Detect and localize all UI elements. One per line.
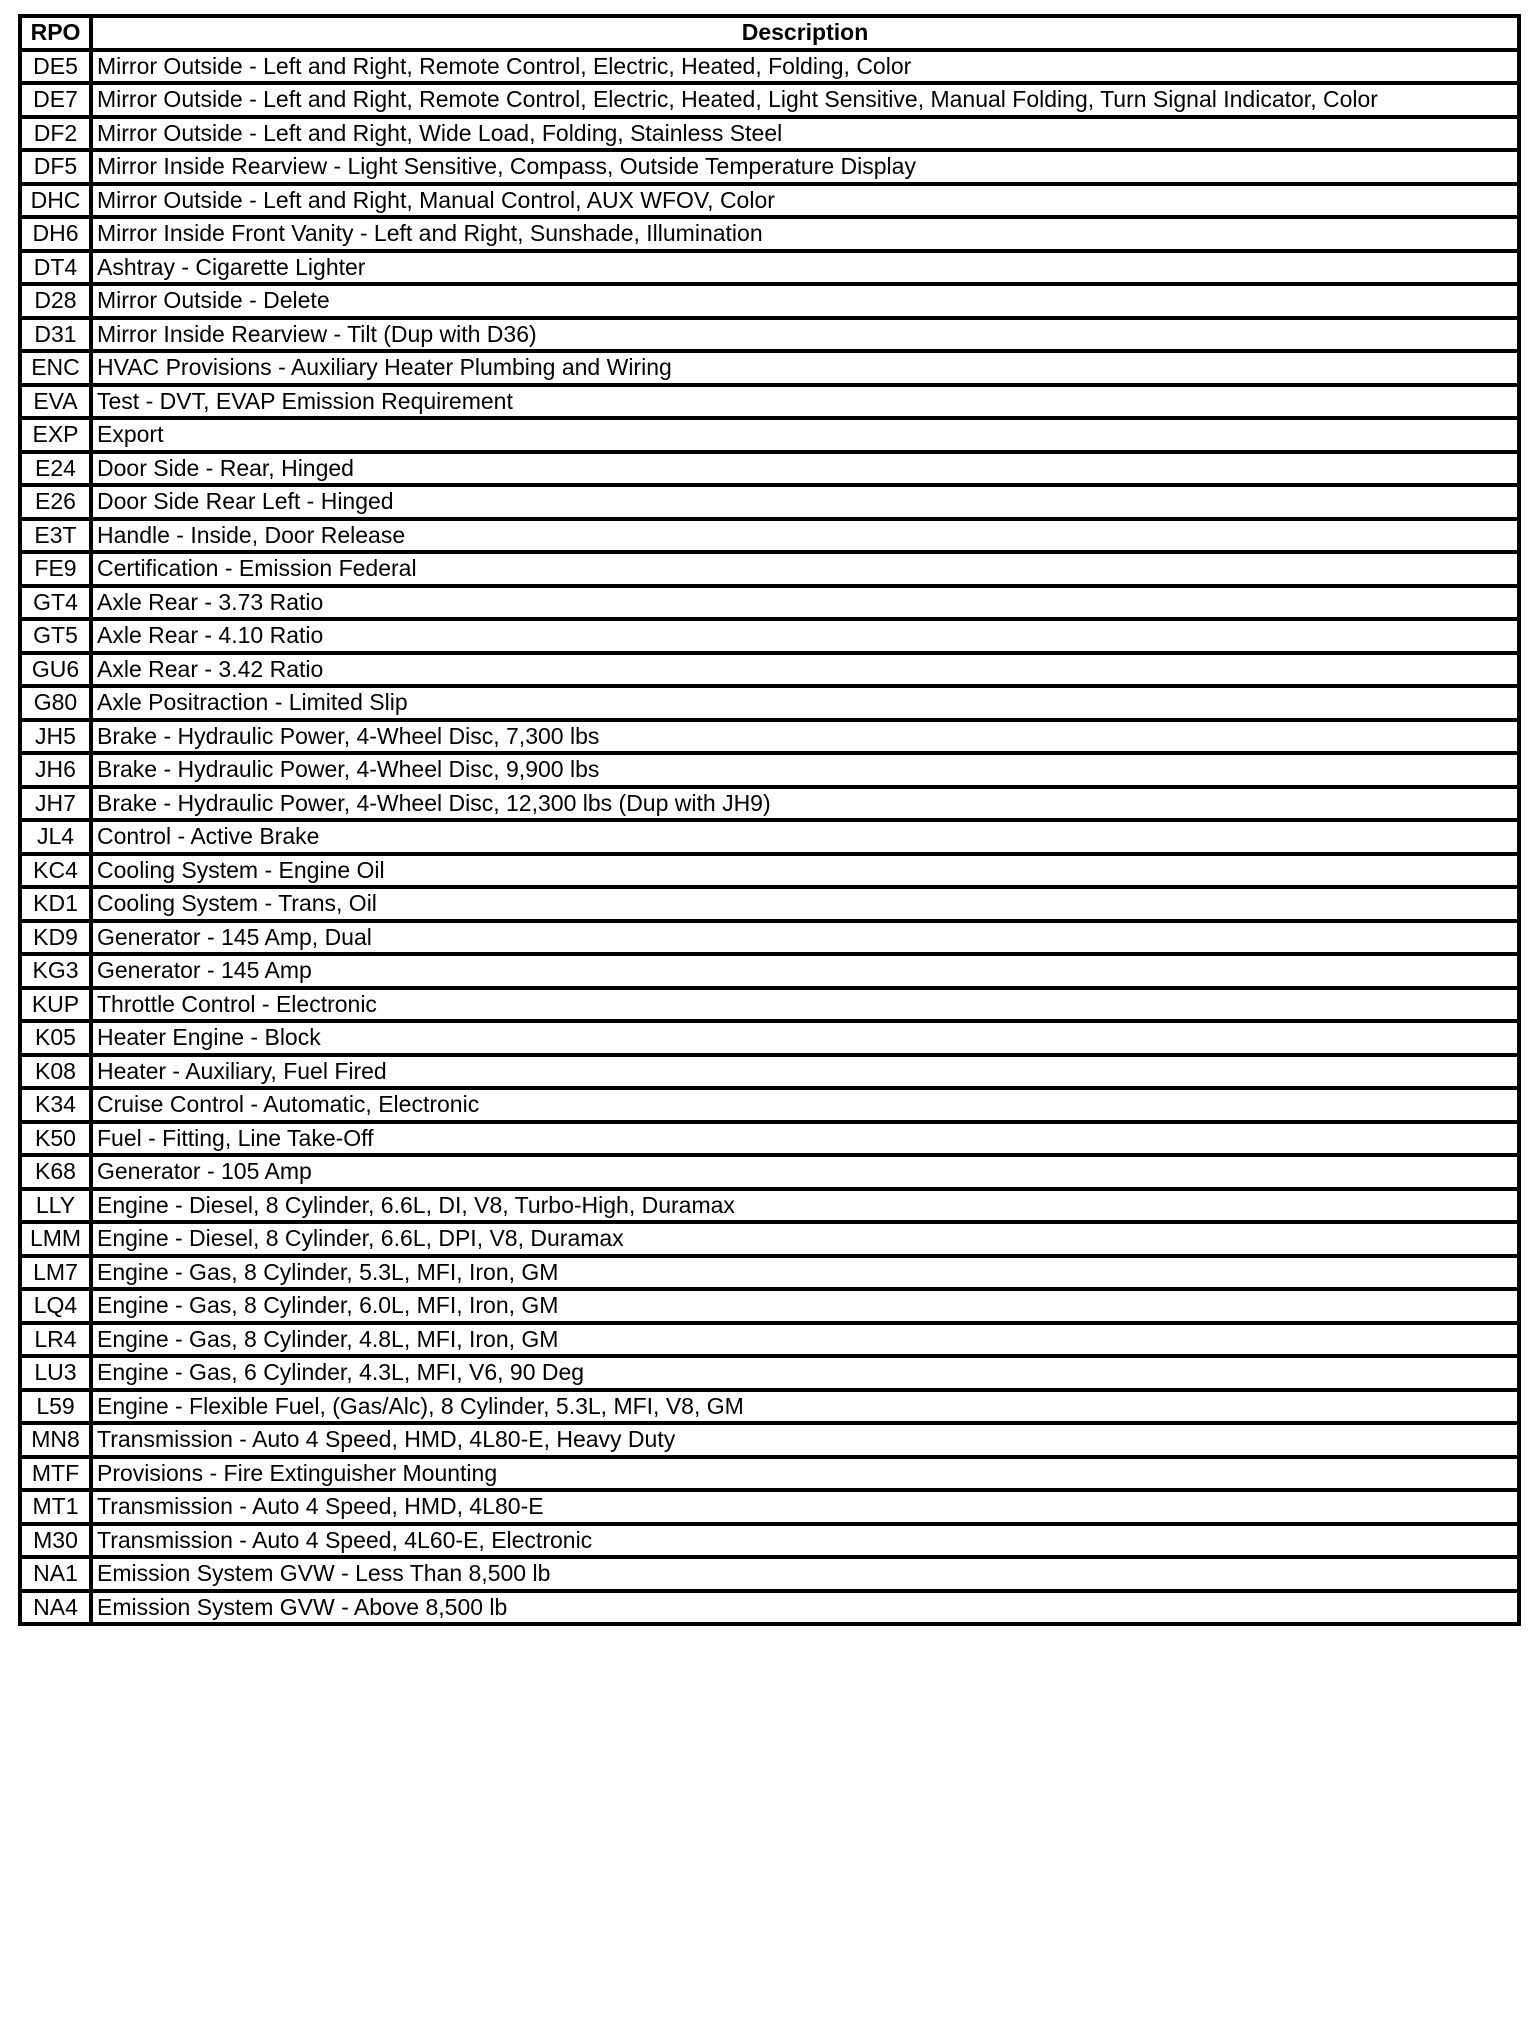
table-row — [20, 653, 1519, 687]
description-cell: Engine - Diesel, 8 Cylinder, 6.6L, DI, V8, Turbo-High, Duramax — [91, 1189, 1519, 1223]
table-row — [20, 50, 1519, 84]
rpo-code-cell: JL4 — [20, 820, 91, 854]
description-cell: Engine - Flexible Fuel, (Gas/Alc), 8 Cylinder, 5.3L, MFI, V8, GM — [91, 1390, 1519, 1424]
description-cell: Engine - Diesel, 8 Cylinder, 6.6L, DPI, V8, Duramax — [91, 1222, 1519, 1256]
description-cell: Heater Engine - Block — [91, 1021, 1519, 1055]
description-cell: Handle - Inside, Door Release — [91, 519, 1519, 553]
description-cell: Fuel - Fitting, Line Take-Off — [91, 1122, 1519, 1156]
rpo-code-cell: E24 — [20, 452, 91, 486]
table-row — [20, 1222, 1519, 1256]
rpo-code-cell: L59 — [20, 1390, 91, 1424]
description-cell: Mirror Outside - Left and Right, Wide Load, Folding, Stainless Steel — [91, 117, 1519, 151]
table-row — [20, 117, 1519, 151]
description-cell: Mirror Inside Rearview - Tilt (Dup with D36) — [91, 318, 1519, 352]
table-row — [20, 854, 1519, 888]
table-row — [20, 820, 1519, 854]
table-row — [20, 1256, 1519, 1290]
table-row — [20, 1524, 1519, 1558]
description-cell: Door Side Rear Left - Hinged — [91, 485, 1519, 519]
table-row — [20, 619, 1519, 653]
rpo-code-cell: EVA — [20, 385, 91, 419]
table-row — [20, 83, 1519, 117]
description-cell: Engine - Gas, 8 Cylinder, 6.0L, MFI, Iron, GM — [91, 1289, 1519, 1323]
rpo-code-cell: KD1 — [20, 887, 91, 921]
rpo-code-cell: FE9 — [20, 552, 91, 586]
table-row — [20, 418, 1519, 452]
rpo-code-cell: G80 — [20, 686, 91, 720]
description-cell: Axle Rear - 4.10 Ratio — [91, 619, 1519, 653]
rpo-code-cell: JH5 — [20, 720, 91, 754]
table-row — [20, 452, 1519, 486]
rpo-code-cell: KC4 — [20, 854, 91, 888]
table-row — [20, 1457, 1519, 1491]
table-row — [20, 1490, 1519, 1524]
rpo-code-cell: K68 — [20, 1155, 91, 1189]
description-cell: Engine - Gas, 8 Cylinder, 4.8L, MFI, Iron, GM — [91, 1323, 1519, 1357]
description-cell: Door Side - Rear, Hinged — [91, 452, 1519, 486]
description-cell: Provisions - Fire Extinguisher Mounting — [91, 1457, 1519, 1491]
table-row — [20, 318, 1519, 352]
table-row — [20, 1021, 1519, 1055]
description-cell: Generator - 105 Amp — [91, 1155, 1519, 1189]
rpo-table — [18, 14, 1521, 1626]
rpo-code-cell: NA4 — [20, 1591, 91, 1625]
table-row — [20, 284, 1519, 318]
description-cell: Heater - Auxiliary, Fuel Fired — [91, 1055, 1519, 1089]
rpo-code-cell: DF5 — [20, 150, 91, 184]
rpo-code-cell: LMM — [20, 1222, 91, 1256]
description-cell: Control - Active Brake — [91, 820, 1519, 854]
rpo-code-cell: LR4 — [20, 1323, 91, 1357]
description-cell: Transmission - Auto 4 Speed, HMD, 4L80-E — [91, 1490, 1519, 1524]
table-row — [20, 1122, 1519, 1156]
description-cell: Mirror Inside Rearview - Light Sensitive, Compass, Outside Temperature Display — [91, 150, 1519, 184]
table-row — [20, 720, 1519, 754]
table-row — [20, 686, 1519, 720]
description-cell: Mirror Outside - Delete — [91, 284, 1519, 318]
description-cell: Transmission - Auto 4 Speed, HMD, 4L80-E, Heavy Duty — [91, 1423, 1519, 1457]
table-row — [20, 552, 1519, 586]
description-cell: Cruise Control - Automatic, Electronic — [91, 1088, 1519, 1122]
table-row — [20, 1155, 1519, 1189]
rpo-code-cell: ENC — [20, 351, 91, 385]
rpo-code-cell: LLY — [20, 1189, 91, 1223]
description-cell: Mirror Outside - Left and Right, Manual Control, AUX WFOV, Color — [91, 184, 1519, 218]
description-cell: Generator - 145 Amp, Dual — [91, 921, 1519, 955]
table-row — [20, 1591, 1519, 1625]
description-cell: Brake - Hydraulic Power, 4-Wheel Disc, 7,300 lbs — [91, 720, 1519, 754]
description-cell: HVAC Provisions - Auxiliary Heater Plumbing and Wiring — [91, 351, 1519, 385]
table-row — [20, 519, 1519, 553]
table-row — [20, 954, 1519, 988]
rpo-code-cell: D31 — [20, 318, 91, 352]
rpo-code-cell: KG3 — [20, 954, 91, 988]
rpo-code-cell: NA1 — [20, 1557, 91, 1591]
description-cell: Mirror Outside - Left and Right, Remote Control, Electric, Heated, Light Sensitive, Manual Folding, Turn Signal Indicator, Color — [91, 83, 1519, 117]
description-cell: Generator - 145 Amp — [91, 954, 1519, 988]
description-cell: Engine - Gas, 6 Cylinder, 4.3L, MFI, V6, 90 Deg — [91, 1356, 1519, 1390]
table-row — [20, 385, 1519, 419]
rpo-code-cell: GT4 — [20, 586, 91, 620]
table-row — [20, 351, 1519, 385]
description-cell: Emission System GVW - Less Than 8,500 lb — [91, 1557, 1519, 1591]
table-row — [20, 586, 1519, 620]
table-row — [20, 921, 1519, 955]
description-cell: Brake - Hydraulic Power, 4-Wheel Disc, 12,300 lbs (Dup with JH9) — [91, 787, 1519, 821]
table-header — [20, 16, 1519, 50]
rpo-code-cell: GT5 — [20, 619, 91, 653]
rpo-code-cell: K34 — [20, 1088, 91, 1122]
rpo-code-cell: K08 — [20, 1055, 91, 1089]
rpo-code-cell: LU3 — [20, 1356, 91, 1390]
description-cell: Emission System GVW - Above 8,500 lb — [91, 1591, 1519, 1625]
table-row — [20, 251, 1519, 285]
rpo-code-cell: MN8 — [20, 1423, 91, 1457]
table-row — [20, 1088, 1519, 1122]
rpo-code-cell: DT4 — [20, 251, 91, 285]
rpo-code-cell: M30 — [20, 1524, 91, 1558]
rpo-code-cell: GU6 — [20, 653, 91, 687]
rpo-code-cell: K05 — [20, 1021, 91, 1055]
rpo-code-cell: DH6 — [20, 217, 91, 251]
rpo-code-cell: KD9 — [20, 921, 91, 955]
rpo-code-cell: MTF — [20, 1457, 91, 1491]
description-cell: Axle Rear - 3.73 Ratio — [91, 586, 1519, 620]
description-cell: Axle Positraction - Limited Slip — [91, 686, 1519, 720]
description-cell: Axle Rear - 3.42 Ratio — [91, 653, 1519, 687]
table-row — [20, 485, 1519, 519]
table-row — [20, 1055, 1519, 1089]
description-cell: Transmission - Auto 4 Speed, 4L60-E, Electronic — [91, 1524, 1519, 1558]
table-row — [20, 753, 1519, 787]
table-row — [20, 1323, 1519, 1357]
table-row — [20, 150, 1519, 184]
description-cell: Mirror Outside - Left and Right, Remote Control, Electric, Heated, Folding, Color — [91, 50, 1519, 84]
table-row — [20, 787, 1519, 821]
rpo-code-cell: E3T — [20, 519, 91, 553]
description-cell: Brake - Hydraulic Power, 4-Wheel Disc, 9,900 lbs — [91, 753, 1519, 787]
rpo-column-header: RPO — [20, 16, 91, 50]
description-cell: Test - DVT, EVAP Emission Requirement — [91, 385, 1519, 419]
rpo-code-cell: EXP — [20, 418, 91, 452]
rpo-code-cell: JH6 — [20, 753, 91, 787]
rpo-code-cell: DE7 — [20, 83, 91, 117]
rpo-code-cell: JH7 — [20, 787, 91, 821]
table-row — [20, 184, 1519, 218]
description-cell: Mirror Inside Front Vanity - Left and Right, Sunshade, Illumination — [91, 217, 1519, 251]
description-cell: Certification - Emission Federal — [91, 552, 1519, 586]
table-row — [20, 1356, 1519, 1390]
rpo-code-cell: D28 — [20, 284, 91, 318]
rpo-code-cell: LQ4 — [20, 1289, 91, 1323]
table-row — [20, 1423, 1519, 1457]
description-cell: Export — [91, 418, 1519, 452]
table-row — [20, 1557, 1519, 1591]
table-body — [20, 50, 1519, 1625]
rpo-code-cell: DHC — [20, 184, 91, 218]
table-row — [20, 1390, 1519, 1424]
rpo-code-cell: DF2 — [20, 117, 91, 151]
header-row — [20, 16, 1519, 50]
table-row — [20, 1289, 1519, 1323]
table-row — [20, 988, 1519, 1022]
rpo-code-cell: DE5 — [20, 50, 91, 84]
description-cell: Throttle Control - Electronic — [91, 988, 1519, 1022]
rpo-code-cell: MT1 — [20, 1490, 91, 1524]
rpo-code-cell: K50 — [20, 1122, 91, 1156]
table-row — [20, 217, 1519, 251]
description-cell: Cooling System - Engine Oil — [91, 854, 1519, 888]
table-row — [20, 1189, 1519, 1223]
description-cell: Ashtray - Cigarette Lighter — [91, 251, 1519, 285]
rpo-code-cell: KUP — [20, 988, 91, 1022]
description-column-header: Description — [91, 16, 1519, 50]
description-cell: Engine - Gas, 8 Cylinder, 5.3L, MFI, Iron, GM — [91, 1256, 1519, 1290]
rpo-code-cell: E26 — [20, 485, 91, 519]
description-cell: Cooling System - Trans, Oil — [91, 887, 1519, 921]
table-row — [20, 887, 1519, 921]
rpo-code-cell: LM7 — [20, 1256, 91, 1290]
